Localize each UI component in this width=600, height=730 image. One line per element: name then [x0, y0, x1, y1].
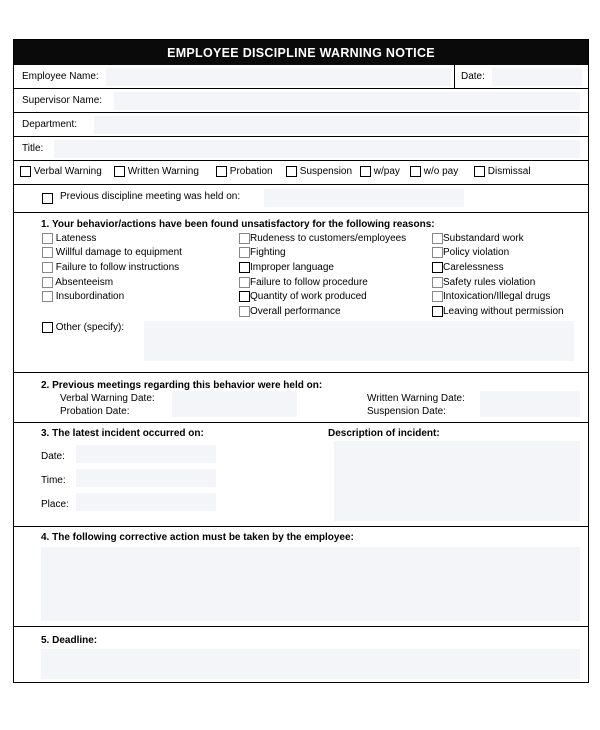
form-title: EMPLOYEE DISCIPLINE WARNING NOTICE: [14, 40, 588, 65]
checkbox[interactable]: [432, 306, 443, 317]
reason-intoxication[interactable]: Intoxication/Illegal drugs: [432, 291, 550, 302]
section-deadline: [14, 627, 588, 685]
written-warning-date-field[interactable]: [480, 391, 580, 404]
previous-meeting-checkbox[interactable]: [42, 193, 53, 204]
verbal-warning-date-label: Verbal Warning Date:: [60, 393, 155, 404]
checkbox[interactable]: [114, 166, 125, 177]
reason-lateness[interactable]: Lateness: [42, 233, 96, 244]
checkbox[interactable]: [410, 166, 421, 177]
checkbox[interactable]: [239, 233, 250, 244]
reason-fighting[interactable]: Fighting: [239, 247, 286, 258]
previous-meeting-row: [14, 185, 588, 213]
deadline-heading: 5. Deadline:: [41, 635, 98, 646]
reasons-heading: 1. Your behavior/actions have been found unsatisfactory for the following reasons:: [41, 219, 435, 230]
date-field[interactable]: [492, 68, 582, 86]
incident-time-label: Time:: [41, 475, 66, 486]
checkbox[interactable]: [42, 233, 53, 244]
title-label: Title:: [22, 143, 44, 154]
reason-carelessness[interactable]: Carelessness: [432, 262, 504, 273]
incident-place-label: Place:: [41, 499, 69, 510]
verbal-warning-date-field[interactable]: [172, 391, 297, 404]
department-row: [14, 113, 588, 137]
latest-incident-heading: 3. The latest incident occurred on:: [41, 428, 204, 439]
suspension-date-field[interactable]: [480, 404, 580, 417]
checkbox[interactable]: [239, 262, 250, 273]
previous-meeting-field[interactable]: [264, 189, 464, 207]
date-label: Date:: [461, 71, 485, 82]
warning-notice-form: [13, 39, 589, 683]
reason-other-field[interactable]: [144, 321, 574, 361]
supervisor-name-label: Supervisor Name:: [22, 95, 103, 106]
reason-failure-instructions[interactable]: Failure to follow instructions: [42, 262, 179, 273]
warning-type-with-pay[interactable]: w/pay: [360, 166, 400, 177]
reason-overall-performance[interactable]: Overall performance: [239, 306, 341, 317]
date-divider: [454, 65, 455, 89]
previous-meeting-label: Previous discipline meeting was held on:: [60, 191, 241, 202]
corrective-action-heading: 4. The following corrective action must be taken by the employee:: [41, 532, 354, 543]
checkbox[interactable]: [42, 322, 53, 333]
reason-quantity-work[interactable]: Quantity of work produced: [239, 291, 367, 302]
checkbox[interactable]: [432, 291, 443, 302]
section-previous-meetings: [14, 373, 588, 423]
checkbox[interactable]: [360, 166, 371, 177]
incident-date-label: Date:: [41, 451, 65, 462]
written-warning-date-label: Written Warning Date:: [367, 393, 465, 404]
checkbox[interactable]: [42, 277, 53, 288]
reason-other[interactable]: Other (specify):: [42, 322, 124, 333]
warning-type-without-pay[interactable]: w/o pay: [410, 166, 458, 177]
title-row: [14, 137, 588, 161]
reason-leaving-without-permission[interactable]: Leaving without permission: [432, 306, 564, 317]
warning-type-probation[interactable]: Probation: [216, 166, 273, 177]
probation-date-label: Probation Date:: [60, 406, 130, 417]
checkbox[interactable]: [286, 166, 297, 177]
employee-name-field[interactable]: [106, 68, 451, 86]
description-incident-field[interactable]: [334, 441, 580, 521]
reason-safety-violation[interactable]: Safety rules violation: [432, 277, 535, 288]
checkbox[interactable]: [239, 277, 250, 288]
previous-meetings-heading: 2. Previous meetings regarding this behavior were held on:: [41, 380, 323, 391]
incident-date-field[interactable]: [76, 445, 216, 463]
warning-type-suspension[interactable]: Suspension: [286, 166, 352, 177]
incident-time-field[interactable]: [76, 469, 216, 487]
description-incident-label: Description of incident:: [328, 428, 440, 439]
department-field[interactable]: [94, 116, 580, 134]
employee-row: [14, 65, 588, 89]
probation-date-field[interactable]: [172, 404, 297, 417]
checkbox[interactable]: [42, 291, 53, 302]
checkbox[interactable]: [20, 166, 31, 177]
checkbox[interactable]: [474, 166, 485, 177]
supervisor-name-field[interactable]: [114, 92, 580, 110]
reason-improper-language[interactable]: Improper language: [239, 262, 334, 273]
reason-substandard-work[interactable]: Substandard work: [432, 233, 524, 244]
section-corrective-action: [14, 527, 588, 627]
department-label: Department:: [22, 119, 78, 130]
checkbox[interactable]: [42, 262, 53, 273]
reason-insubordination[interactable]: Insubordination: [42, 291, 124, 302]
checkbox[interactable]: [432, 262, 443, 273]
deadline-field[interactable]: [41, 649, 580, 679]
section-reasons: [14, 213, 588, 373]
checkbox[interactable]: [216, 166, 227, 177]
reason-policy-violation[interactable]: Policy violation: [432, 247, 509, 258]
checkbox[interactable]: [432, 233, 443, 244]
checkbox[interactable]: [432, 277, 443, 288]
warning-type-verbal[interactable]: Verbal Warning: [20, 166, 102, 177]
warning-type-dismissal[interactable]: Dismissal: [474, 166, 531, 177]
suspension-date-label: Suspension Date:: [367, 406, 446, 417]
checkbox[interactable]: [239, 291, 250, 302]
reason-absenteeism[interactable]: Absenteeism: [42, 277, 113, 288]
supervisor-row: [14, 89, 588, 113]
reason-rudeness[interactable]: Rudeness to customers/employees: [239, 233, 406, 244]
reason-failure-procedure[interactable]: Failure to follow procedure: [239, 277, 368, 288]
section-latest-incident: [14, 423, 588, 527]
checkbox[interactable]: [432, 247, 443, 258]
title-field[interactable]: [54, 140, 580, 158]
checkbox[interactable]: [42, 193, 53, 204]
incident-place-field[interactable]: [76, 493, 216, 511]
employee-name-label: Employee Name:: [22, 71, 99, 82]
corrective-action-field[interactable]: [41, 547, 580, 621]
warning-type-written[interactable]: Written Warning: [114, 166, 199, 177]
checkbox[interactable]: [239, 306, 250, 317]
warning-types-row: [14, 161, 588, 185]
reason-willful-damage[interactable]: Willful damage to equipment: [42, 247, 182, 258]
checkbox[interactable]: [239, 247, 250, 258]
checkbox[interactable]: [42, 247, 53, 258]
